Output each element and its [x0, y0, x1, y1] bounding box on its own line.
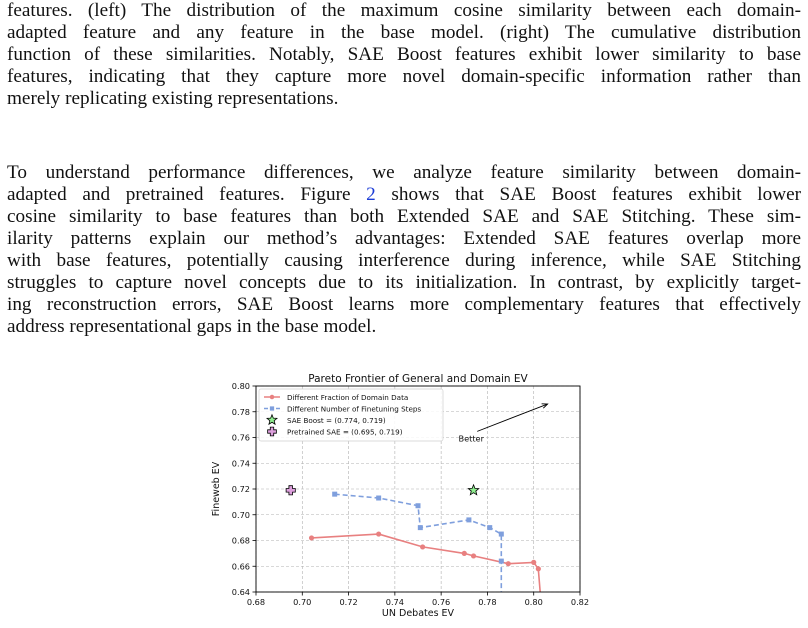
annotation-text: Better [458, 433, 484, 444]
chart-legend [259, 389, 443, 441]
chart-title: Pareto Frontier of General and Domain EV [308, 373, 528, 385]
circle-marker [462, 551, 467, 556]
figure-reference-link[interactable]: 2 [366, 184, 376, 205]
x-tick-label: 0.80 [524, 597, 543, 607]
star-marker [468, 485, 478, 495]
circle-marker [531, 560, 536, 565]
circle-marker [536, 566, 541, 571]
pareto-chart [200, 366, 600, 623]
x-tick-label: 0.78 [478, 597, 497, 607]
square-marker [466, 517, 471, 522]
y-tick-label: 0.78 [231, 406, 250, 417]
x-axis-label: UN Debates EV [381, 608, 455, 619]
figure-caption [7, 0, 801, 110]
square-marker [499, 602, 504, 607]
square-marker [487, 525, 492, 530]
y-tick-label: 0.74 [231, 458, 250, 469]
x-tick-label: 0.82 [570, 597, 590, 607]
circle-marker [471, 553, 476, 558]
paragraph-line: To understand performance differences, we analyze feature similarity between domain- [7, 162, 801, 183]
legend-label: SAE Boost = (0.774, 0.719) [287, 415, 386, 425]
circle-marker [420, 544, 425, 549]
legend-label: Pretrained SAE = (0.695, 0.719) [287, 427, 403, 437]
series-line-1 [335, 494, 502, 605]
caption-line: function of these similarities. Notably, SAE Boost features exhibit lower similarity to base [7, 44, 801, 65]
paragraph-line: with base features, potentially causing interference during inference, while SAE Stitching [7, 250, 801, 271]
square-marker [376, 496, 381, 501]
circle-marker [376, 531, 381, 536]
y-tick-label: 0.70 [231, 509, 250, 520]
square-marker [332, 492, 337, 497]
x-tick-label: 0.76 [432, 597, 451, 607]
body-paragraph [7, 162, 801, 338]
paragraph-line: ilarity patterns explain our method’s advantages: Extended SAE features overlap more [7, 228, 801, 249]
square-marker [499, 559, 504, 564]
y-tick-label: 0.64 [231, 587, 250, 597]
annotation-arrow [477, 404, 547, 431]
y-tick-label: 0.76 [231, 432, 250, 443]
circle-marker [270, 395, 274, 399]
y-tick-label: 0.80 [231, 381, 250, 391]
caption-line: features. (left) The distribution of the maximum cosine similarity between each domain- [7, 0, 801, 21]
paragraph-line [7, 184, 801, 206]
paragraph-line: address representational gaps in the base model. [7, 316, 377, 337]
caption-line: merely replicating existing representations. [7, 88, 339, 109]
circle-marker [506, 561, 511, 566]
pareto-chart-figure [200, 366, 600, 623]
paragraph-line: cosine similarity to base features than both Extended SAE and SAE Stitching. These sim- [7, 206, 801, 227]
paragraph-line: struggles to capture novel concepts due to its initialization. In contrast, by explicitly target- [7, 272, 801, 293]
circle-marker [309, 535, 314, 540]
series-layer [309, 492, 543, 608]
paragraph-text: shows that SAE Boost features exhibit lower [375, 184, 801, 205]
x-tick-label: 0.68 [246, 597, 266, 607]
plus-marker [286, 486, 295, 495]
square-marker [416, 503, 421, 508]
y-tick-label: 0.72 [231, 484, 250, 494]
x-tick-label: 0.74 [385, 597, 404, 607]
paragraph-text: adapted and pretrained features. Figure [7, 184, 367, 205]
square-marker [499, 532, 504, 537]
square-marker [270, 406, 274, 410]
y-axis-label: Fineweb EV [211, 461, 222, 517]
caption-line: features, indicating that they capture more novel domain-specific information rather than [7, 66, 801, 87]
legend-label: Different Number of Finetuning Steps [287, 404, 422, 414]
y-tick-label: 0.66 [231, 561, 250, 572]
x-tick-label: 0.70 [293, 597, 312, 607]
caption-line: adapted feature and any feature in the base model. (right) The cumulative distribution [7, 22, 801, 43]
x-tick-label: 0.72 [339, 597, 358, 607]
marker-layer [286, 485, 479, 495]
legend-label: Different Fraction of Domain Data [287, 392, 409, 402]
square-marker [418, 525, 423, 530]
y-tick-label: 0.68 [231, 535, 250, 546]
paragraph-line: ing reconstruction errors, SAE Boost learns more complementary features that effectively [7, 294, 801, 315]
